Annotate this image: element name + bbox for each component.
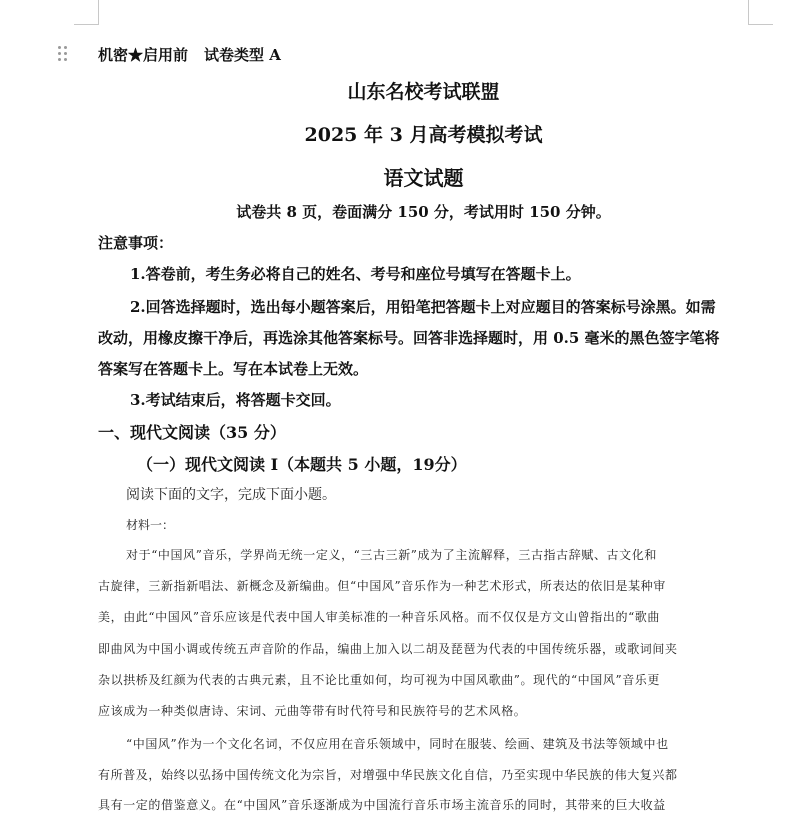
- page-corner-top-right: [748, 0, 773, 25]
- note-item-3: 3.考试结束后，将答题卡交回。: [130, 391, 341, 409]
- note-item-1: 1.答卷前，考生务必将自己的姓名、考号和座位号填写在答题卡上。: [130, 265, 581, 283]
- notes-title: 注意事项：: [98, 234, 174, 252]
- subject-title: 语文试题: [383, 166, 464, 190]
- header-line: [98, 44, 281, 65]
- passage-line: 具有一定的借鉴意义。在“中国风”音乐逐渐成为中国流行音乐市场主流音乐的同时，其带来的巨大收益: [98, 798, 666, 812]
- material-label: 材料一：: [126, 518, 175, 532]
- page-corner-top-left: [74, 0, 99, 25]
- drag-handle-icon[interactable]: [58, 46, 68, 62]
- passage-line: 美，由此“中国风”音乐应该是代表中国人审美标准的一种音乐风格。而不仅仅是方文山曾指出的“歌曲: [98, 610, 661, 624]
- passage-line: “中国风”作为一个文化名词，不仅应用在音乐领域中，同时在服装、绘画、建筑及书法等领域中也: [126, 737, 669, 751]
- section-heading-1: 一、现代文阅读（35 分）: [98, 423, 286, 442]
- paper-type-label: 试卷类型 A: [204, 46, 281, 64]
- passage-line: 即曲风为中国小调或传统五声音阶的作品，编曲上加入以二胡及琵琶为代表的中国传统乐器，或歌词间夹: [98, 642, 678, 656]
- exam-title: 2025 年 3 月高考模拟考试: [304, 124, 543, 146]
- note-item-2-line-1: 2.回答选择题时，选出每小题答案后，用铅笔把答题卡上对应题目的答案标号涂黑。如需: [130, 298, 716, 316]
- confidential-label: 机密★启用前: [98, 46, 189, 64]
- passage-line: 有所普及，始终以弘扬中国传统文化为宗旨，对增强中华民族文化自信，乃至实现中华民族的伟大复兴都: [98, 768, 678, 782]
- passage-line: 古旋律，三新指新唱法、新概念及新编曲。但“中国风”音乐作为一种艺术形式，所表达的依旧是某种审: [98, 579, 666, 593]
- note-item-2-line-2: 改动，用橡皮擦干净后，再选涂其他答案标号。回答非选择题时，用 0.5 毫米的黑色签字笔将: [98, 329, 720, 347]
- passage-line: 对于“中国风”音乐，学界尚无统一定义，“三古三新”成为了主流解释，三古指古辞赋、古文化和: [126, 548, 657, 562]
- league-title: 山东名校考试联盟: [347, 81, 500, 103]
- passage-line: 应该成为一种类似唐诗、宋词、元曲等带有时代符号和民族符号的艺术风格。: [98, 704, 527, 718]
- exam-summary: 试卷共 8 页，卷面满分 150 分，考试用时 150 分钟。: [236, 203, 611, 221]
- subsection-heading-1: （一）现代文阅读 I（本题共 5 小题，19分）: [137, 455, 467, 474]
- note-item-2-line-3: 答案写在答题卡上。写在本试卷上无效。: [98, 360, 369, 378]
- reading-instruction: 阅读下面的文字，完成下面小题。: [126, 487, 336, 503]
- passage-line: 杂以拱桥及红颜为代表的古典元素，且不论比重如何，均可视为中国风歌曲”。现代的“中国风”音乐更: [98, 673, 661, 687]
